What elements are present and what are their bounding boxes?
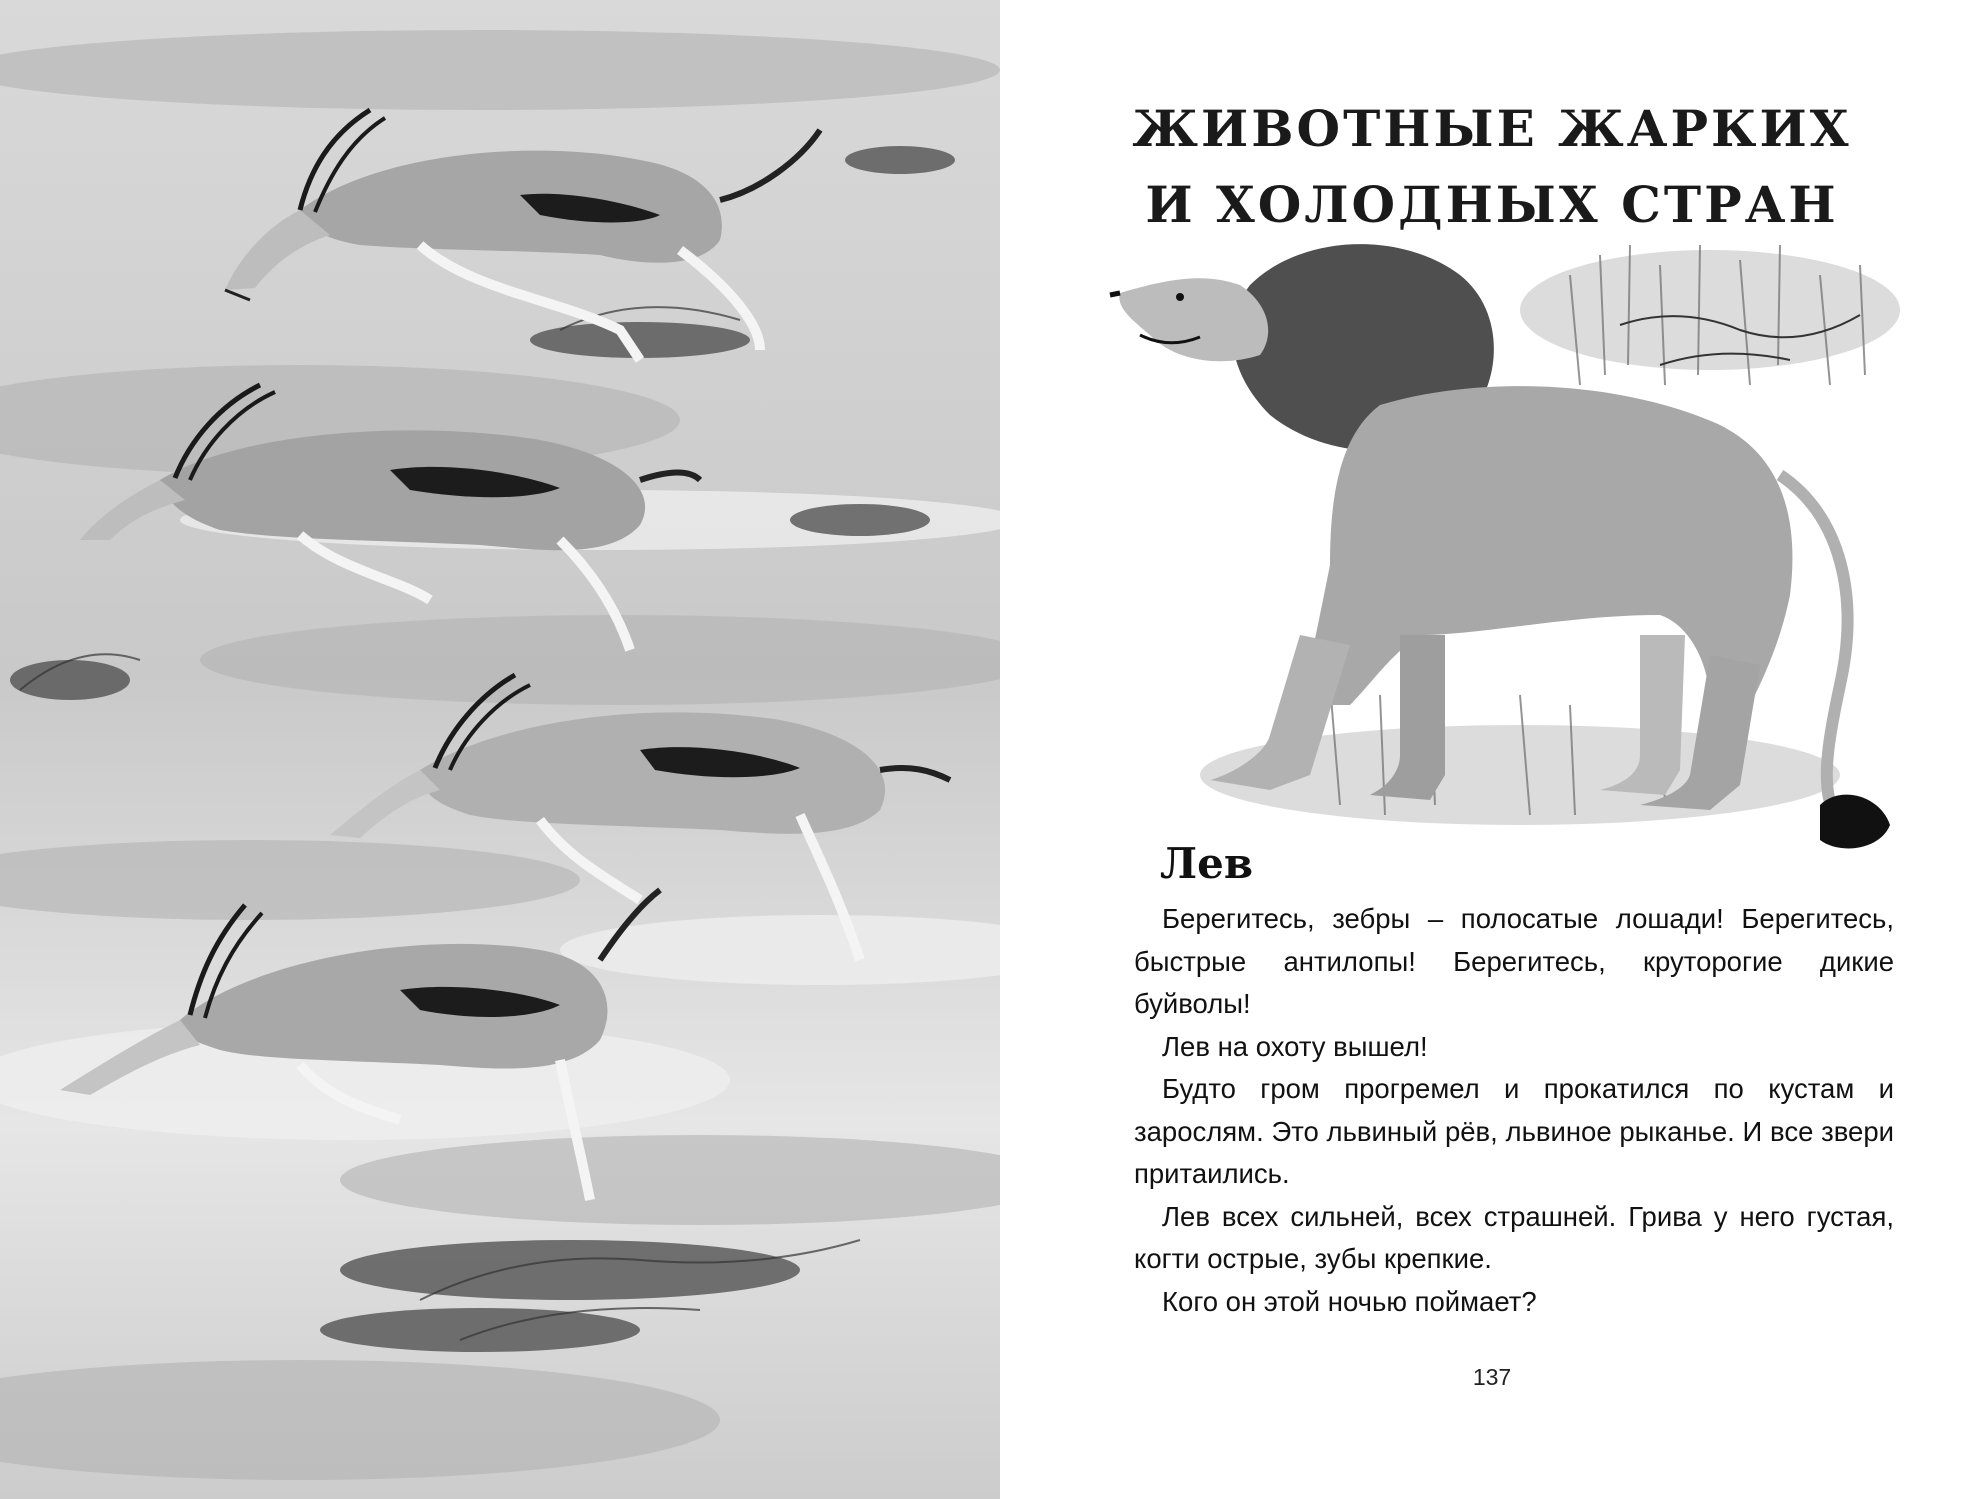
chapter-title-line2: И ХОЛОДНЫХ СТРАН [1145, 175, 1839, 234]
paragraph: Кого он этой ночью поймает? [1162, 1285, 1537, 1317]
chapter-title-line1: ЖИВОТНЫЕ ЖАРКИХ [1132, 99, 1852, 158]
paragraph: Будто гром прогремел и прокатился по кустам и зарослям. Это львиный рёв, львиное рыканье. И все звери притаились. [1134, 1073, 1894, 1189]
paragraph: Берегитесь, зебры – полосатые лошади! Берегитесь, быстрые антилопы! Берегитесь, круторогие дикие буйволы! [1134, 903, 1894, 1019]
story-text [1134, 898, 1894, 1323]
page-number: 137 [1472, 1364, 1512, 1390]
section-heading: Лев [1160, 839, 1254, 888]
lion-illustration [1100, 215, 1920, 855]
right-page [1000, 0, 1984, 1499]
paragraph: Лев на охоту вышел! [1162, 1030, 1428, 1062]
paragraph: Лев всех сильней, всех страшней. Грива у него густая, когти острые, зубы крепкие. [1134, 1200, 1894, 1274]
